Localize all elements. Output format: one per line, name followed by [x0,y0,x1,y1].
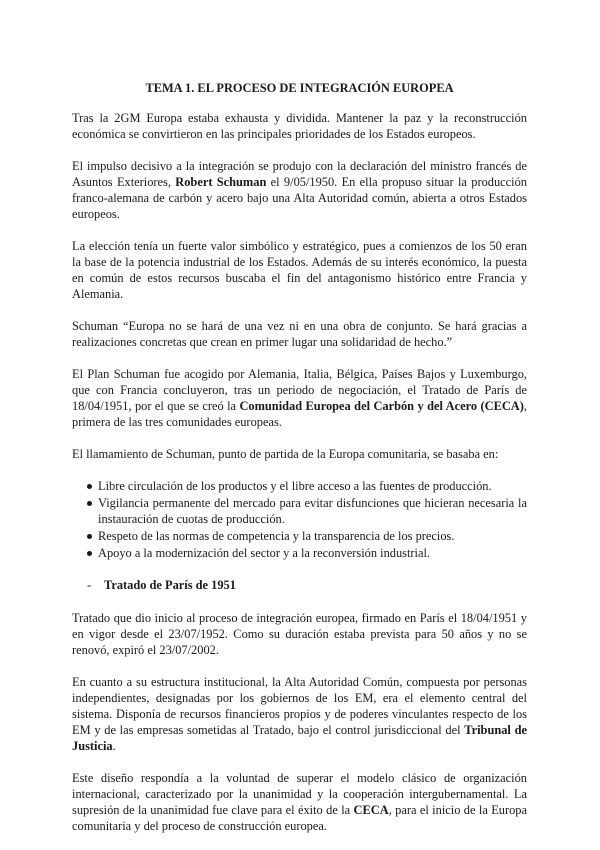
text: Este diseño respondía a la voluntad de superar el modelo clásico de organización internacional, caracterizado por la unanimidad y la cooperación intergubernamental. La supresión de la unanimidad fue clave para el éxito de la [72,771,527,817]
text: El impulso decisivo a la integración se produjo con la declaración del ministro francés de Asuntos Exteriores, [72,159,527,189]
text: . [112,739,116,753]
text: , primera de las tres comunidades europeas. [72,399,527,429]
section-heading [72,577,527,593]
document-body [72,80,527,850]
bullet-icon [87,534,92,539]
text: En cuanto a su estructura institucional, la Alta Autoridad Común, compuesta por personas independientes, designadas por los gobiernos de los EM, era el elemento central del sistema. Disponía de recursos financieros propios y de poderes vinculantes respecto de los EM y de las empresas sometidas al Tratado, bajo el control jurisdiccional del [72,675,527,737]
paragraph-treaty: Tratado que dio inicio al proceso de integración europea, firmado en París el 18/04/1951 y en vigor desde el 23/07/1952. Como su duración estaba prevista para 50 años y no se renovó, expiró el 23/07/2002. [72,611,527,657]
list-item-text: Apoyo a la modernización del sector y a la reconversión industrial. [98,546,431,560]
bullet-icon [87,501,92,506]
list-item [72,528,527,544]
list-item-text: Libre circulación de los productos y el libre acceso a las fuentes de producción. [98,479,492,493]
list-item [72,495,527,527]
bullet-icon [87,484,92,489]
bold-ceca: Comunidad Europea del Carbón y del Acero (CECA) [239,399,524,413]
list-item [72,545,527,561]
page-title: TEMA 1. EL PROCESO DE INTEGRACIÓN EUROPEA [145,81,454,95]
section-title: Tratado de París de 1951 [104,578,236,592]
paragraph-design [72,770,527,834]
paragraph-plan-schuman [72,366,527,430]
section-dash: - [87,578,92,592]
text: El Plan Schuman fue acogido por Alemania, Italia, Bélgica, Países Bajos y Luxemburgo, que con Francia concluyeron, tras un periodo de negociación, el Tratado de París de 18/04/1951, por el que se creó la [72,367,527,413]
list-item-text: Respeto de las normas de competencia y la transparencia de los precios. [98,529,455,543]
bullet-icon [87,551,92,556]
bold-robert-schuman: Robert Schuman [175,175,267,189]
text: , para el inicio de la Europa comunitaria y del proceso de construcción europea. [72,803,527,833]
paragraph-schuman-declaration [72,158,527,222]
paragraph-institutional-structure [72,674,527,754]
bold-tribunal: Tribunal de Justicia [72,723,527,753]
list-item-text: Vigilancia permanente del mercado para evitar disfunciones que hicieran necesaria la instauración de cuotas de producción. [98,496,527,526]
list-item [72,478,527,494]
text: el 9/05/1950. En ella propuso situar la producción franco-alemana de carbón y acero bajo una Alta Autoridad común, abierta a otros Estados europeos. [72,175,527,221]
bullet-list [72,478,527,561]
paragraph-symbolic-value: La elección tenía un fuerte valor simbólico y estratégico, pues a comienzos de los 50 eran la base de la potencia industrial de los Estados. Además de su interés económico, la puesta en común de estos recursos buscaba el fin del antagonismo histórico entre Francia y Alemania. [72,239,527,301]
paragraph-schuman-quote: Schuman “Europa no se hará de una vez ni en una obra de conjunto. Se hará gracias a realizaciones concretas que crean en primer lugar una solidaridad de hecho.” [72,319,527,349]
paragraph-intro: Tras la 2GM Europa estaba exhausta y dividida. Mantener la paz y la reconstrucción económica se convirtieron en las principales prioridades de los Estados europeos. [72,111,527,141]
bold-ceca-short: CECA [353,803,389,817]
paragraph-bases: El llamamiento de Schuman, punto de partida de la Europa comunitaria, se basaba en: [72,447,499,461]
